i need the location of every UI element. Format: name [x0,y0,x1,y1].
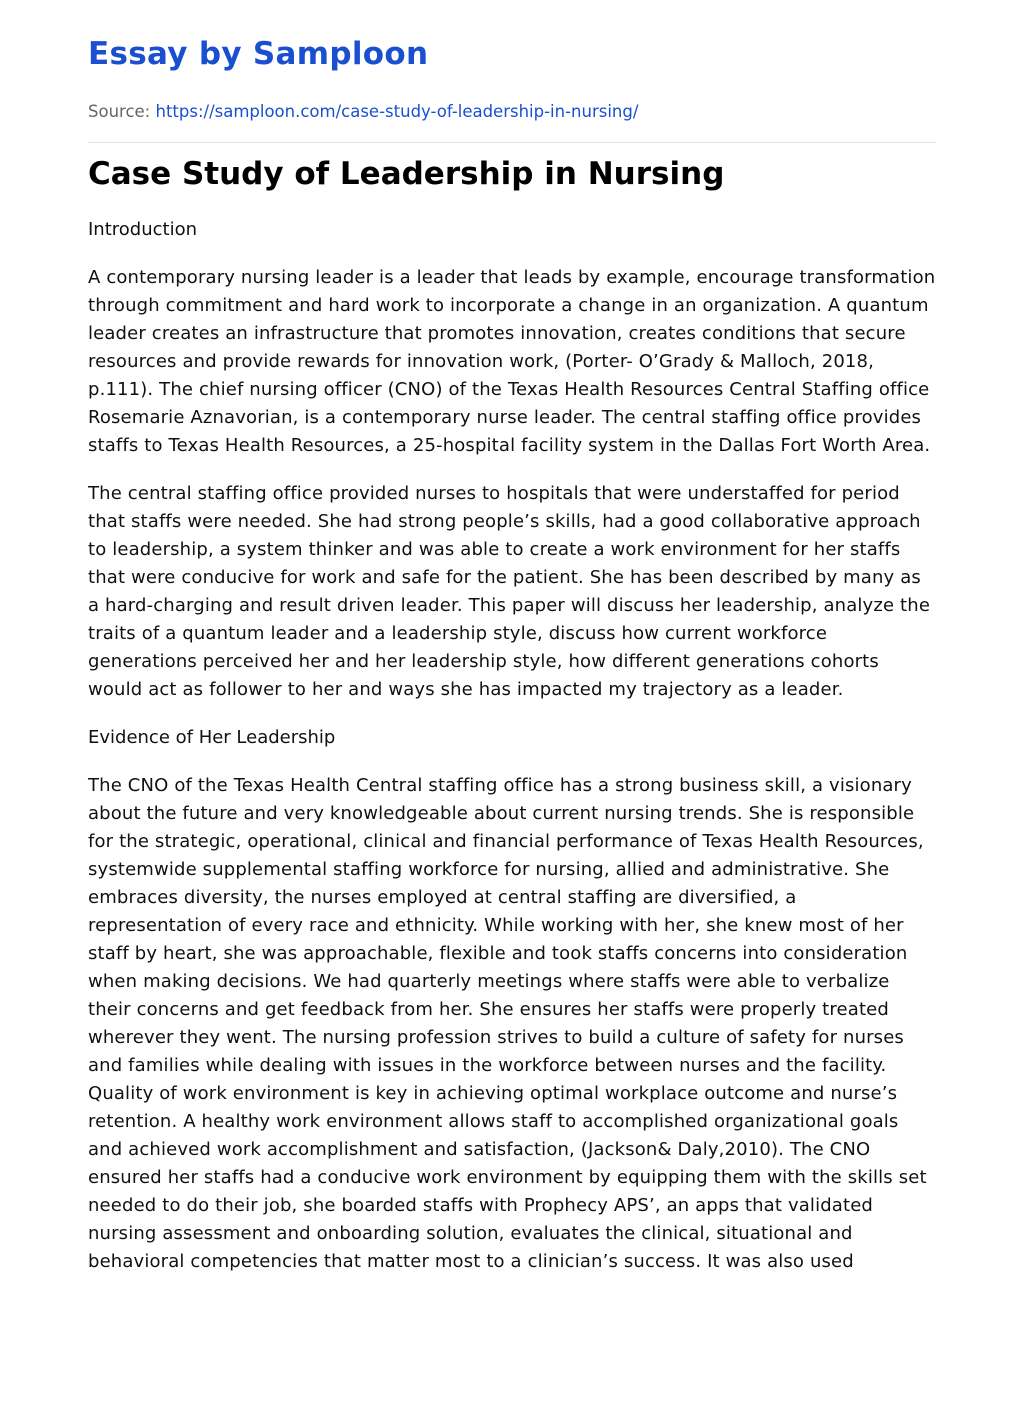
source-label: Source: [88,102,151,121]
source-link[interactable]: https://samploon.com/case-study-of-leadership-in-nursing/ [155,102,639,121]
section-heading-introduction: Introduction [88,219,198,240]
article-body [88,216,936,1296]
site-logo[interactable]: Essay by Samploon [88,36,429,72]
article-title: Case Study of Leadership in Nursing [88,156,725,192]
source-line [88,102,638,121]
paragraph: A contemporary nursing leader is a leader that leads by example, encourage transformation through commitment and hard work to incorporate a change in an organization. A quantum leader creates an infrastructure that promotes innovation, creates conditions that secure resources and provide rewards for innovation work, (Porter- O’Grady & Malloch, 2018, p.111). The chief nursing officer (CNO) of the Texas Health Resources Central Staffing office Rosemarie Aznavorian, is a contemporary nurse leader. The central staffing office provides staffs to Texas Health Resources, a 25-hospital facility system in the Dallas Fort Worth Area. [88,267,936,456]
section-heading-evidence: Evidence of Her Leadership [88,727,336,748]
paragraph: The CNO of the Texas Health Central staffing office has a strong business skill, a visionary about the future and very knowledgeable about current nursing trends. She is responsible for the strategic, operational, clinical and financial performance of Texas Health Resources, systemwide supplemental staffing workforce for nursing, allied and administrative. She embraces diversity, the nurses employed at central staffing are diversified, a representation of every race and ethnicity. While working with her, she knew most of her staff by heart, she was approachable, flexible and took staffs concerns into consideration when making decisions. We had quarterly meetings where staffs were able to verbalize their concerns and get feedback from her. She ensures her staffs were properly treated wherever they went. The nursing profession strives to build a culture of safety for nurses and families while dealing with issues in the workforce between nurses and the facility. Quality of work environment is key in achieving optimal workplace outcome and nurse’s retention. A healthy work environment allows staff to accomplished organizational goals and achieved work accomplishment and satisfaction, (Jackson& Daly,2010). The CNO ensured her staffs had a conducive work environment by equipping them with the skills set needed to do their job, she boarded staffs with Prophecy APS’, an apps that validated nursing assessment and onboarding solution, evaluates the clinical, situational and behavioral competencies that matter most to a clinician’s success. It was also used [88,775,927,1272]
divider [88,142,936,143]
paragraph: The central staffing office provided nurses to hospitals that were understaffed for period that staffs were needed. She had strong people’s skills, had a good collaborative approach to leadership, a system thinker and was able to create a work environment for her staffs that were conducive for work and safe for the patient. She has been described by many as a hard-charging and result driven leader. This paper will discuss her leadership, analyze the traits of a quantum leader and a leadership style, discuss how current workforce generations perceived her and her leadership style, how different generations cohorts would act as follower to her and ways she has impacted my trajectory as a leader. [88,483,931,700]
